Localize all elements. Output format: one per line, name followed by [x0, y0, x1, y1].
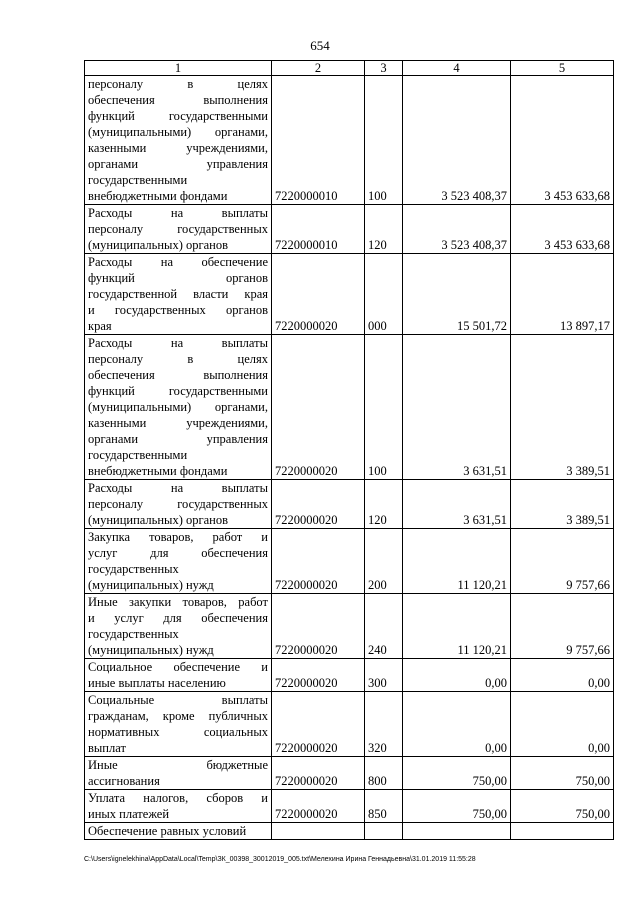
table-row [85, 480, 614, 529]
amount-column-5: 3 389,51 [511, 335, 614, 480]
expense-description [85, 594, 272, 659]
target-article-code: 7220000020 [272, 692, 365, 757]
amount-column-5: 0,00 [511, 692, 614, 757]
description-line: (муниципальных) органов [88, 238, 229, 252]
amount-column-4: 15 501,72 [403, 254, 511, 335]
description-line: (муниципальными) органами, [88, 125, 268, 139]
table-row [85, 659, 614, 692]
column-header: 1 [85, 61, 272, 76]
description-line: персоналу в целях [88, 77, 268, 91]
table-row [85, 529, 614, 594]
expense-description [85, 659, 272, 692]
amount-column-4: 3 631,51 [403, 335, 511, 480]
target-article-code: 7220000020 [272, 529, 365, 594]
amount-column-4: 3 523 408,37 [403, 76, 511, 205]
expense-description [85, 205, 272, 254]
column-header: 5 [511, 61, 614, 76]
description-line: иных платежей [88, 807, 170, 821]
expense-type-code: 800 [365, 757, 403, 790]
expense-description [85, 254, 272, 335]
expense-type-code: 300 [365, 659, 403, 692]
description-line: государственными [88, 173, 188, 187]
target-article-code [272, 823, 365, 840]
description-line: Социальные выплаты [88, 693, 268, 707]
description-line: (муниципальных) нужд [88, 578, 214, 592]
description-line: Закупка товаров, работ и [88, 530, 268, 544]
table-row [85, 76, 614, 205]
description-line: и услуг для обеспечения [88, 611, 268, 625]
expense-type-code: 100 [365, 76, 403, 205]
table-row [85, 335, 614, 480]
page-number: 654 [310, 38, 330, 53]
expense-type-code: 120 [365, 480, 403, 529]
amount-column-5: 3 453 633,68 [511, 76, 614, 205]
column-header: 3 [365, 61, 403, 76]
description-line: государственной власти края [88, 287, 268, 301]
description-line: государственными [88, 448, 188, 462]
table-row [85, 594, 614, 659]
description-line: персоналу в целях [88, 352, 268, 366]
description-line: персоналу государственных [88, 222, 268, 236]
expense-type-code: 320 [365, 692, 403, 757]
expense-type-code: 120 [365, 205, 403, 254]
description-line: иные выплаты населению [88, 676, 226, 690]
amount-column-4: 750,00 [403, 790, 511, 823]
description-line: Расходы на обеспечение [88, 255, 268, 269]
description-line: функций государственными [88, 384, 268, 398]
expense-type-code: 850 [365, 790, 403, 823]
amount-column-5: 9 757,66 [511, 594, 614, 659]
file-path-footer: C:\Users\ignelekhina\AppData\Local\Temp\ЗК_00398_30012019_005.txt\Мелехина Ирина Геннадьевна\31.01.2019 11:55:28 [84, 856, 476, 863]
description-line: Расходы на выплаты [88, 481, 268, 495]
target-article-code: 7220000010 [272, 205, 365, 254]
table-header-row [85, 61, 614, 76]
amount-column-5: 9 757,66 [511, 529, 614, 594]
target-article-code: 7220000020 [272, 790, 365, 823]
target-article-code: 7220000010 [272, 76, 365, 205]
target-article-code: 7220000020 [272, 335, 365, 480]
amount-column-4: 750,00 [403, 757, 511, 790]
amount-column-5: 0,00 [511, 659, 614, 692]
description-line: обеспечения выполнения [88, 368, 268, 382]
description-line: казенными учреждениями, [88, 416, 268, 430]
amount-column-5: 3 389,51 [511, 480, 614, 529]
budget-table [84, 60, 614, 840]
description-line: Уплата налогов, сборов и [88, 791, 268, 805]
expense-type-code: 100 [365, 335, 403, 480]
description-line: края [88, 319, 112, 333]
expense-description [85, 335, 272, 480]
description-line: услуг для обеспечения [88, 546, 268, 560]
amount-column-4: 3 631,51 [403, 480, 511, 529]
column-header: 2 [272, 61, 365, 76]
expense-description [85, 480, 272, 529]
amount-column-4: 3 523 408,37 [403, 205, 511, 254]
description-line: казенными учреждениями, [88, 141, 268, 155]
description-line: выплат [88, 741, 126, 755]
description-line: персоналу государственных [88, 497, 268, 511]
expense-type-code [365, 823, 403, 840]
target-article-code: 7220000020 [272, 757, 365, 790]
description-line: и государственных органов [88, 303, 268, 317]
description-line: обеспечения выполнения [88, 93, 268, 107]
amount-column-4: 0,00 [403, 659, 511, 692]
description-line: нормативных социальных [88, 725, 268, 739]
expense-type-code: 200 [365, 529, 403, 594]
amount-column-5 [511, 823, 614, 840]
table-row [85, 254, 614, 335]
description-line: гражданам, кроме публичных [88, 709, 268, 723]
amount-column-4 [403, 823, 511, 840]
amount-column-4: 11 120,21 [403, 529, 511, 594]
table-row [85, 205, 614, 254]
amount-column-5: 13 897,17 [511, 254, 614, 335]
table-row [85, 823, 614, 840]
description-line: органами управления [88, 157, 268, 171]
description-line: Иные закупки товаров, работ [88, 595, 268, 609]
description-line: органами управления [88, 432, 268, 446]
target-article-code: 7220000020 [272, 480, 365, 529]
description-line: ассигнования [88, 774, 160, 788]
description-line: функций органов [88, 271, 268, 285]
description-line: Расходы на выплаты [88, 336, 268, 350]
target-article-code: 7220000020 [272, 254, 365, 335]
expense-description [85, 692, 272, 757]
column-header: 4 [403, 61, 511, 76]
description-line: Социальное обеспечение и [88, 660, 268, 674]
description-line: государственных [88, 627, 179, 641]
expense-description [85, 76, 272, 205]
amount-column-5: 750,00 [511, 757, 614, 790]
description-line: функций государственными [88, 109, 268, 123]
expense-description [85, 790, 272, 823]
table-row [85, 757, 614, 790]
expense-description [85, 823, 272, 840]
description-line: внебюджетными фондами [88, 189, 228, 203]
expense-description [85, 529, 272, 594]
table-body [85, 76, 614, 840]
description-line: государственных [88, 562, 179, 576]
amount-column-5: 750,00 [511, 790, 614, 823]
description-line: (муниципальных) нужд [88, 643, 214, 657]
target-article-code: 7220000020 [272, 594, 365, 659]
table-row [85, 692, 614, 757]
description-line: Иные бюджетные [88, 758, 268, 772]
amount-column-4: 0,00 [403, 692, 511, 757]
target-article-code: 7220000020 [272, 659, 365, 692]
description-line: внебюджетными фондами [88, 464, 228, 478]
description-line: (муниципальных) органов [88, 513, 229, 527]
table-row [85, 790, 614, 823]
expense-description [85, 757, 272, 790]
expense-type-code: 240 [365, 594, 403, 659]
description-line: Обеспечение равных условий [88, 824, 247, 838]
amount-column-4: 11 120,21 [403, 594, 511, 659]
amount-column-5: 3 453 633,68 [511, 205, 614, 254]
description-line: Расходы на выплаты [88, 206, 268, 220]
expense-type-code: 000 [365, 254, 403, 335]
description-line: (муниципальными) органами, [88, 400, 268, 414]
